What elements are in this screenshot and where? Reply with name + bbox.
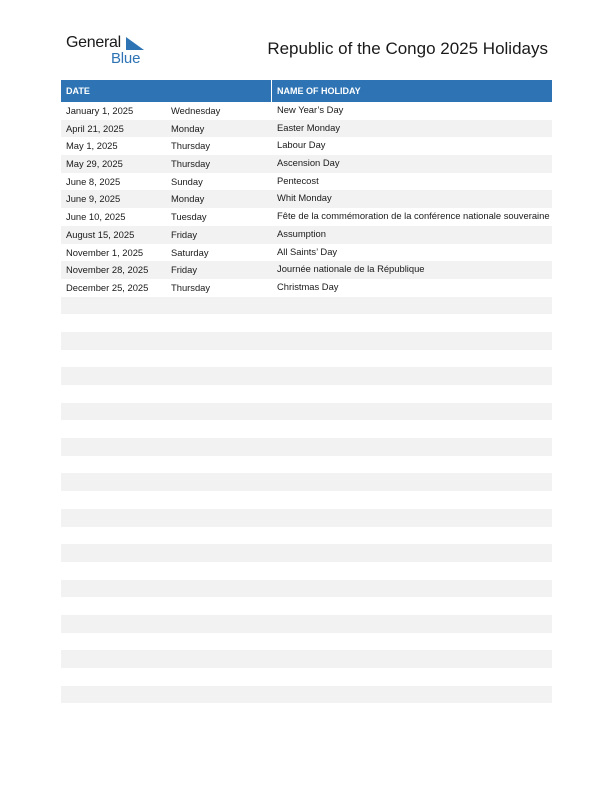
holiday-name: Easter Monday [277, 121, 341, 133]
holiday-weekday: Sunday [171, 175, 203, 187]
holiday-date: June 8, 2025 [66, 175, 121, 187]
holiday-weekday: Friday [171, 228, 198, 240]
empty-row [61, 562, 552, 580]
empty-row [61, 456, 552, 474]
holiday-name: Fête de la commémoration de la conférence nationale souveraine [277, 210, 550, 222]
page-title: Republic of the Congo 2025 Holidays [267, 39, 548, 58]
holiday-name: Assumption [277, 227, 326, 239]
holiday-date: January 1, 2025 [66, 105, 134, 116]
empty-row [61, 332, 552, 350]
holiday-weekday: Thursday [171, 281, 211, 293]
empty-row [61, 297, 552, 315]
holiday-name: Christmas Day [277, 280, 339, 292]
empty-row [61, 420, 552, 438]
logo-text-blue: Blue [111, 50, 141, 67]
empty-row [61, 686, 552, 704]
empty-row [61, 350, 552, 368]
empty-row [61, 615, 552, 633]
holiday-date: August 15, 2025 [66, 228, 135, 240]
table-row [61, 208, 552, 226]
holiday-date: May 29, 2025 [66, 158, 123, 170]
table-header [61, 80, 552, 102]
table-row [61, 173, 552, 191]
holiday-table [61, 80, 552, 721]
empty-row [61, 597, 552, 615]
header-holiday-name: NAME OF HOLIDAY [277, 86, 361, 96]
holiday-name: Ascension Day [277, 157, 340, 169]
table-row [61, 155, 552, 173]
empty-row [61, 491, 552, 509]
empty-row [61, 633, 552, 651]
empty-row [61, 473, 552, 491]
holiday-weekday: Wednesday [171, 105, 221, 116]
holiday-date: November 1, 2025 [66, 246, 144, 258]
table-body [61, 102, 552, 721]
header-date: DATE [66, 86, 90, 96]
holiday-date: November 28, 2025 [66, 264, 149, 276]
table-row [61, 261, 552, 279]
empty-row [61, 527, 552, 545]
table-row [61, 279, 552, 297]
empty-row [61, 650, 552, 668]
holiday-weekday: Tuesday [171, 211, 207, 223]
empty-row [61, 668, 552, 686]
holiday-date: June 9, 2025 [66, 193, 121, 205]
holiday-name: All Saints’ Day [277, 245, 338, 257]
logo-triangle-icon [125, 37, 145, 51]
holiday-date: April 21, 2025 [66, 122, 124, 134]
empty-row [61, 544, 552, 562]
table-row [61, 244, 552, 262]
holiday-date: December 25, 2025 [66, 281, 149, 293]
table-row [61, 226, 552, 244]
empty-row [61, 385, 552, 403]
table-row [61, 120, 552, 138]
holiday-name: Pentecost [277, 174, 319, 186]
empty-row [61, 367, 552, 385]
empty-row [61, 509, 552, 527]
empty-row [61, 314, 552, 332]
holiday-date: May 1, 2025 [66, 140, 118, 152]
general-blue-logo [66, 34, 156, 68]
holiday-weekday: Monday [171, 193, 205, 205]
holiday-weekday: Thursday [171, 140, 211, 152]
holiday-weekday: Saturday [171, 246, 209, 258]
logo-text-general: General [66, 34, 121, 51]
holiday-weekday: Monday [171, 122, 205, 134]
table-row [61, 190, 552, 208]
empty-row [61, 580, 552, 598]
empty-row [61, 438, 552, 456]
empty-row [61, 403, 552, 421]
table-row [61, 102, 552, 120]
holiday-weekday: Friday [171, 264, 198, 276]
table-row [61, 137, 552, 155]
empty-row [61, 703, 552, 721]
holiday-name: Labour Day [277, 139, 326, 151]
holiday-weekday: Thursday [171, 158, 211, 170]
holiday-name: Journée nationale de la République [277, 263, 425, 275]
holiday-name: New Year’s Day [277, 104, 344, 115]
holiday-name: Whit Monday [277, 192, 332, 204]
holiday-date: June 10, 2025 [66, 211, 126, 223]
